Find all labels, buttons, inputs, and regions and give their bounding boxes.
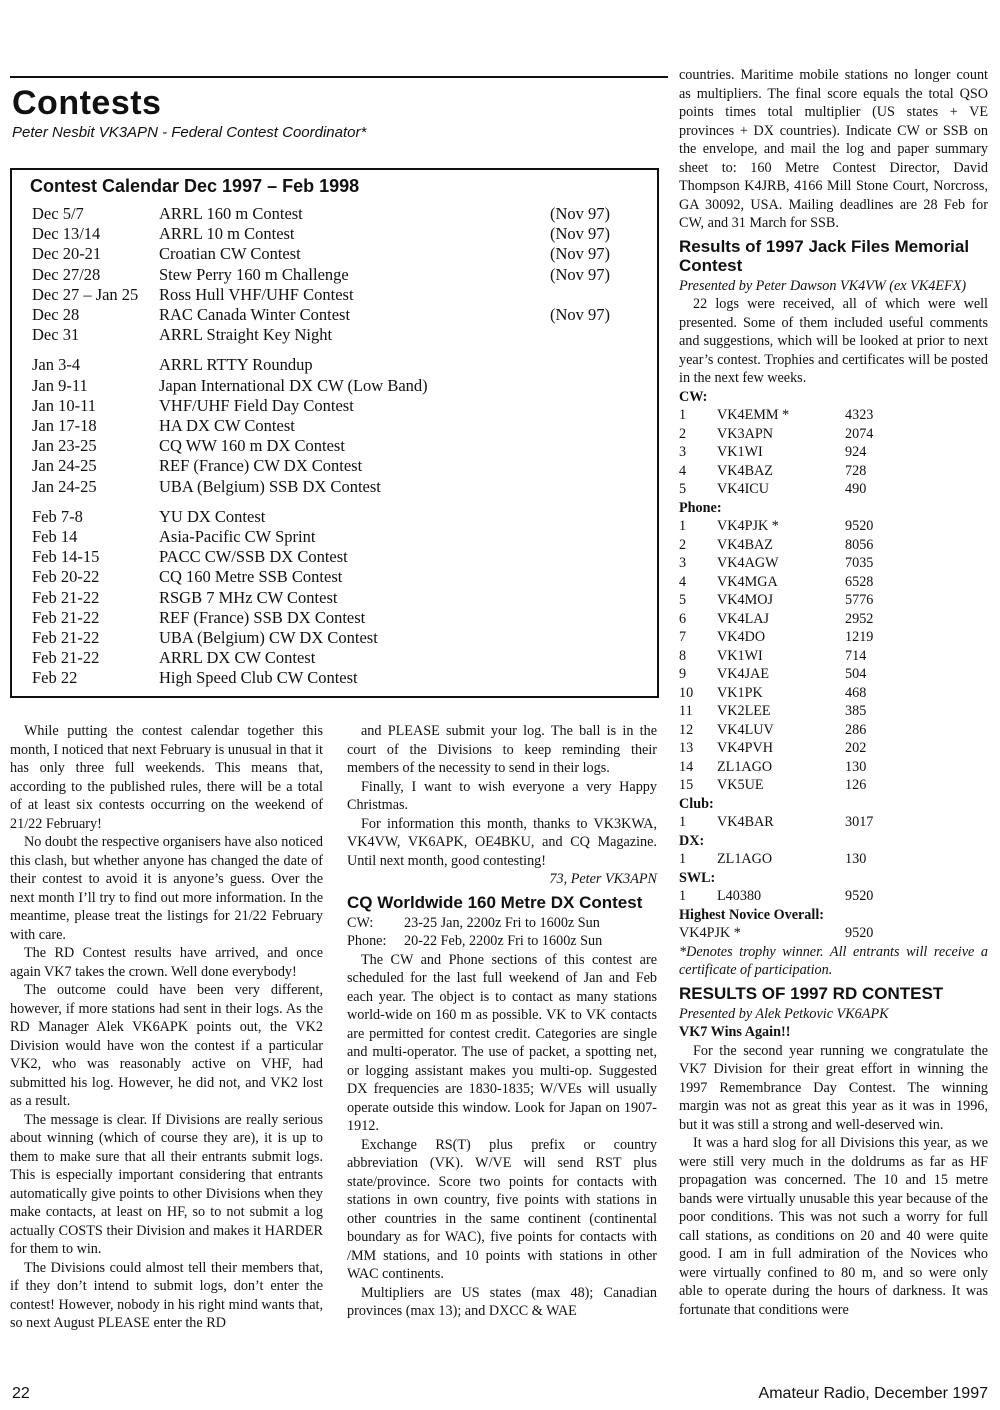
- calendar-row: [32, 456, 632, 476]
- calendar-row: [32, 305, 632, 325]
- jack-files-presenter: Presented by Peter Dawson VK4VW (ex VK4EFX): [679, 277, 967, 294]
- calendar-date: Dec 13/14: [32, 224, 101, 244]
- publication-footer: Amateur Radio, December 1997: [758, 1385, 988, 1402]
- results-row: [679, 591, 988, 610]
- calendar-date: Feb 7-8: [32, 506, 83, 526]
- calendar-row: [32, 507, 632, 527]
- calendar-contest-name: ARRL 160 m Contest: [159, 204, 303, 223]
- calendar-row: [32, 436, 632, 456]
- paragraph: No doubt the respective organisers have also noticed this clash, but whether anyone has changed the date of their contest to avoid it is anyone’s guess. Over the next month I’ll try to find out more information. In the meantime, please treat the listings for 21/22 February with care.: [10, 834, 323, 943]
- result-callsign: VK4ICU: [717, 481, 770, 497]
- calendar-row: [32, 325, 632, 345]
- cq-times: [347, 914, 657, 951]
- calendar-contest-name: Croatian CW Contest: [159, 244, 301, 264]
- result-score: 202: [845, 740, 867, 756]
- result-score: 8056: [845, 536, 874, 553]
- result-score: 504: [845, 666, 867, 682]
- results-row: [679, 758, 988, 777]
- calendar-row: [32, 376, 632, 396]
- calendar-contest-name: REF (France) CW DX Contest: [159, 456, 363, 476]
- article-column-2: [347, 722, 657, 1321]
- calendar-contest-name: YU DX Contest: [159, 506, 266, 526]
- paragraph: Finally, I want to wish everyone a very Happy Christmas.: [347, 778, 657, 813]
- page-title: Contests: [12, 84, 162, 122]
- rd-presenter: Presented by Alek Petkovic VK6APK: [679, 1005, 889, 1022]
- result-callsign: VK1PK: [717, 684, 763, 701]
- calendar-row: [32, 527, 632, 547]
- result-rank: 1: [679, 814, 687, 830]
- calendar-row: [32, 608, 632, 628]
- calendar-contest-name: Japan International DX CW (Low Band): [159, 375, 428, 395]
- jack-files-heading: Results of 1997 Jack Files Memorial Contest: [679, 236, 970, 275]
- phone-results: [679, 517, 988, 795]
- calendar-date: Feb 21-22: [32, 587, 100, 607]
- calendar-date: Dec 5/7: [32, 204, 84, 223]
- calendar-date: Feb 22: [32, 668, 78, 688]
- calendar-contest-name: REF (France) SSB DX Contest: [159, 607, 366, 627]
- rd-results-text: [679, 1042, 988, 1320]
- rd-subheading: VK7 Wins Again!!: [679, 1024, 791, 1040]
- article-column-3: [679, 66, 988, 1319]
- results-row: [679, 739, 988, 758]
- calendar-date: Jan 24-25: [32, 456, 97, 476]
- result-callsign: VK4BAR: [717, 814, 774, 830]
- result-rank: 3: [679, 555, 687, 571]
- result-callsign: VK4AGW: [717, 555, 779, 571]
- calendar-contest-name: RAC Canada Winter Contest: [159, 305, 351, 324]
- paragraph: The Divisions could almost tell their members that, if they don’t intend to submit logs, don’t enter the contest! However, nobody in his right mind wants that, so next August PLEASE enter the RD: [10, 1259, 323, 1331]
- result-rank: 1: [679, 851, 687, 867]
- calendar-contest-name: High Speed Club CW Contest: [159, 668, 358, 688]
- calendar-contest-name: RSGB 7 MHz CW Contest: [159, 587, 338, 607]
- calendar-date: Feb 14: [32, 527, 78, 546]
- result-rank: 6: [679, 610, 687, 627]
- club-results: [679, 813, 988, 832]
- result-rank: 9: [679, 666, 687, 682]
- calendar-contest-name: Ross Hull VHF/UHF Contest: [159, 284, 354, 304]
- jack-files-intro: 22 logs were received, all of which were well presented. Some of them included useful comments and suggestions, which will be looked at prior to next year’s contest. Trophies and certificates will be posted in the next few weeks.: [679, 296, 988, 386]
- calendar-contest-name: ARRL 10 m Contest: [159, 224, 295, 244]
- result-score: 130: [845, 851, 867, 867]
- paragraph: For the second year running we congratulate the VK7 Division for their great effort in winning the 1997 Remembrance Day Contest. The winning margin was not as great this year as it was in 1996, but it was still a strong and well-deserved win.: [679, 1042, 988, 1133]
- article-column-1: [10, 722, 323, 1333]
- calendar-row: [32, 224, 632, 244]
- results-row: [679, 573, 988, 592]
- result-score: 1219: [845, 629, 874, 645]
- result-score: 924: [845, 444, 867, 460]
- cq-continued-text: countries. Maritime mobile stations no longer count as multipliers. The final score equals the total QSO points times total multiplier (US states + VE provinces + DX countries). Indicate CW or SSB on the envelope, and mail the log and paper summary sheet to: 160 Metre Contest Director, David Thompson K4JRB, 4166 Mill Stone Court, Norcross, GA 30092, USA. Mailing deadlines are 28 Feb for CW, and 31 March for SSB.: [679, 67, 988, 231]
- column-2-intro: [347, 722, 657, 870]
- result-callsign: VK4PJK *: [717, 518, 779, 534]
- paragraph: The outcome could have been very different, however, if more stations had sent in their logs. As the RD Manager Alek VK6APK points out, the VK2 Division would have won the contest if a particular VK2, who was reasonably active on VHF, had submitted his log. However, he did not, and VK2 lost as a result.: [10, 982, 323, 1109]
- result-score: 728: [845, 462, 867, 479]
- signoff: 73, Peter VK3APN: [549, 871, 657, 887]
- result-rank: 8: [679, 647, 687, 664]
- calendar-reference: (Nov 97): [550, 264, 611, 284]
- calendar-date: Jan 17-18: [32, 416, 97, 435]
- trophy-footnote: *Denotes trophy winner. All entrants will receive a certificate of participation.: [679, 943, 988, 978]
- calendar-date: Jan 23-25: [32, 436, 97, 456]
- calendar-date: Feb 14-15: [32, 547, 100, 567]
- calendar-row: [32, 244, 632, 264]
- result-rank: 7: [679, 629, 687, 645]
- result-callsign: VK4BAZ: [717, 462, 773, 479]
- result-callsign: VK4DO: [717, 629, 766, 645]
- results-row: [679, 776, 988, 795]
- result-callsign: VK4MGA: [717, 573, 778, 590]
- result-callsign: VK1WI: [717, 647, 763, 664]
- calendar-row: [32, 204, 632, 224]
- result-rank: 11: [679, 703, 693, 719]
- cq-rules-text: [347, 951, 657, 1321]
- result-rank: 10: [679, 684, 694, 701]
- calendar-reference: (Nov 97): [550, 224, 611, 244]
- results-row: [679, 721, 988, 740]
- result-rank: 5: [679, 481, 687, 497]
- result-rank: 3: [679, 444, 687, 460]
- result-score: 7035: [845, 555, 874, 571]
- result-score: 286: [845, 721, 867, 738]
- result-callsign: VK1WI: [717, 444, 763, 460]
- paragraph: and PLEASE submit your log. The ball is in the court of the Divisions to keep reminding their members of the necessity to send in their logs.: [347, 723, 657, 776]
- paragraph: Multipliers are US states (max 48); Canadian provinces (max 13); and DXCC & WAE: [347, 1284, 657, 1319]
- calendar-row: [32, 648, 632, 668]
- swl-results: [679, 887, 988, 906]
- calendar-row: [32, 567, 632, 587]
- paragraph: While putting the contest calendar together this month, I noticed that next February is unusual in that it has only three full weekends. This means that, according to the published rules, there will be a total of at least six contests occurring on the weekend of 21/22 February!: [10, 723, 323, 832]
- time-value: 23-25 Jan, 2200z Fri to 1600z Sun: [404, 914, 600, 931]
- calendar-date: Dec 27/28: [32, 264, 101, 284]
- byline: Peter Nesbit VK3APN - Federal Contest Coordinator*: [12, 124, 367, 141]
- calendar-contest-name: CQ 160 Metre SSB Contest: [159, 567, 343, 587]
- result-score: 126: [845, 777, 867, 793]
- calendar-date: Feb 20-22: [32, 567, 100, 587]
- result-rank: 4: [679, 573, 687, 590]
- result-callsign: VK4LAJ: [717, 610, 770, 627]
- time-value: 20-22 Feb, 2200z Fri to 1600z Sun: [404, 933, 603, 949]
- calendar-date: Jan 10-11: [32, 395, 97, 415]
- calendar-date: Jan 3-4: [32, 355, 81, 375]
- result-score: 2074: [845, 425, 874, 442]
- novice-row: [679, 924, 988, 943]
- cw-results: [679, 406, 988, 499]
- paragraph: The RD Contest results have arrived, and once again VK7 takes the crown. Well done everybody!: [10, 945, 323, 980]
- results-row: [679, 628, 988, 647]
- calendar-contest-name: Stew Perry 160 m Challenge: [159, 264, 349, 284]
- calendar-contest-name: ARRL Straight Key Night: [159, 325, 333, 345]
- calendar-title: Contest Calendar Dec 1997 – Feb 1998: [30, 176, 360, 196]
- results-row: [679, 702, 988, 721]
- paragraph: The message is clear. If Divisions are really serious about winning (which of course they are), it is up to them to make sure that all their entrants submit logs. This is especially important considering that entrants automatically give points to other Divisions when they make contacts, at least on HF, so to not submit a log actually COSTS their Division and makes it HARDER for them to win.: [10, 1111, 323, 1257]
- result-rank: 2: [679, 536, 687, 553]
- result-score: 490: [845, 481, 867, 497]
- calendar-date: Dec 28: [32, 305, 80, 324]
- calendar-date: Jan 9-11: [32, 375, 88, 395]
- swl-label: SWL:: [679, 869, 716, 886]
- contest-time-row: [347, 932, 657, 951]
- calendar-reference: (Nov 97): [550, 204, 611, 223]
- calendar-contest-name: CQ WW 160 m DX Contest: [159, 436, 345, 456]
- result-score: 130: [845, 758, 867, 775]
- result-callsign: VK4EMM *: [717, 407, 790, 423]
- time-mode: CW:: [347, 914, 374, 931]
- result-rank: 15: [679, 777, 694, 793]
- results-row: [679, 480, 988, 499]
- results-row: [679, 462, 988, 481]
- result-callsign: ZL1AGO: [717, 758, 773, 775]
- result-rank: 4: [679, 462, 687, 479]
- calendar-row: [32, 265, 632, 285]
- rd-heading: RESULTS OF 1997 RD CONTEST: [679, 983, 944, 1003]
- calendar-row: [32, 416, 632, 436]
- novice-score: 9520: [845, 925, 874, 941]
- result-score: 9520: [845, 518, 874, 534]
- result-rank: 12: [679, 721, 694, 738]
- results-row: [679, 536, 988, 555]
- header-rule: [10, 76, 668, 78]
- calendar-date: Feb 21-22: [32, 648, 100, 668]
- calendar-row: [32, 668, 632, 688]
- paragraph: The CW and Phone sections of this contest are scheduled for the last full weekend of Jan and Feb each year. The object is to contact as many stations world-wide on 160 m as possible. VK to VK contacts are permitted for contest credit. Categories are single and multi-operator. The use of packet, a spotting net, or logging assistant makes you multi-op. Suggested DX frequencies are 1830-1835; W/VEs will usually operate outside this window. Look for Japan on 1907-1912.: [347, 951, 657, 1134]
- result-callsign: ZL1AGO: [717, 851, 773, 867]
- paragraph: Exchange RS(T) plus prefix or country abbreviation (VK). W/VE will send RST plus state/province. Score two points for contacts with stations in own country, five points with stations in other countries in the same continent (continental boundary as for WAC), five points for contacts with /MM stations, and 10 points with stations in other WAC continents.: [347, 1136, 657, 1282]
- calendar-contest-name: Asia-Pacific CW Sprint: [159, 527, 316, 546]
- calendar-row: [32, 588, 632, 608]
- result-rank: 2: [679, 425, 687, 442]
- result-callsign: VK4LUV: [717, 721, 774, 738]
- calendar-contest-name: HA DX CW Contest: [159, 416, 295, 435]
- result-callsign: VK4JAE: [717, 666, 770, 682]
- results-row: [679, 665, 988, 684]
- time-mode: Phone:: [347, 933, 387, 949]
- result-callsign: VK4BAZ: [717, 536, 773, 553]
- calendar-date: Dec 27 – Jan 25: [32, 284, 139, 304]
- calendar-row: [32, 477, 632, 497]
- result-callsign: VK3APN: [717, 425, 773, 442]
- result-rank: 5: [679, 592, 687, 608]
- contest-time-row: [347, 914, 657, 933]
- result-score: 6528: [845, 573, 874, 590]
- results-row: [679, 610, 988, 629]
- result-callsign: L40380: [717, 888, 762, 904]
- result-score: 3017: [845, 814, 874, 830]
- phone-label: Phone:: [679, 499, 722, 516]
- result-rank: 14: [679, 758, 694, 775]
- calendar-contest-name: UBA (Belgium) CW DX Contest: [159, 628, 378, 647]
- calendar-reference: (Nov 97): [550, 305, 611, 324]
- result-score: 9520: [845, 888, 874, 904]
- calendar-row: [32, 285, 632, 305]
- result-callsign: VK5UE: [717, 777, 764, 793]
- result-score: 5776: [845, 592, 874, 608]
- calendar-row: [32, 628, 632, 648]
- result-score: 385: [845, 703, 867, 719]
- result-score: 714: [845, 647, 867, 664]
- calendar-date: Feb 21-22: [32, 607, 100, 627]
- result-score: 2952: [845, 610, 874, 627]
- paragraph: It was a hard slog for all Divisions this year, as we were still very much in the doldrums as far as HF propagation was concerned. The 10 and 15 metre bands were virtually unusable this year because of the poor conditions. This was not such a worry for full call stations, as conditions on 20 and 40 were quite good. I am in full admiration of the Novices who were virtually confined to 80 m, and so were only able to operate during the hours of darkness. It was fortunate that conditions were: [679, 1135, 988, 1318]
- results-row: [679, 406, 988, 425]
- result-callsign: VK2LEE: [717, 703, 771, 719]
- results-row: [679, 554, 988, 573]
- calendar-reference: (Nov 97): [550, 244, 611, 264]
- results-row: [679, 813, 988, 832]
- results-row: [679, 425, 988, 444]
- club-label: Club:: [679, 795, 714, 812]
- calendar-contest-name: ARRL DX CW Contest: [159, 648, 316, 668]
- cq-160-heading: CQ Worldwide 160 Metre DX Contest: [347, 892, 643, 912]
- calendar-row: [32, 355, 632, 375]
- results-row: [679, 850, 988, 869]
- calendar-date: Dec 31: [32, 325, 80, 345]
- page-number: 22: [12, 1385, 30, 1402]
- results-row: [679, 517, 988, 536]
- result-rank: 1: [679, 407, 687, 423]
- result-callsign: VK4PVH: [717, 740, 773, 756]
- results-row: [679, 684, 988, 703]
- results-row: [679, 443, 988, 462]
- calendar-row: [32, 547, 632, 567]
- result-callsign: VK4MOJ: [717, 592, 773, 608]
- calendar-date: Feb 21-22: [32, 628, 100, 647]
- result-rank: 1: [679, 518, 687, 534]
- paragraph: For information this month, thanks to VK3KWA, VK4VW, VK6APK, OE4BKU, and CQ Magazine. Until next month, good contesting!: [347, 815, 657, 869]
- result-score: 468: [845, 684, 867, 701]
- dx-label: DX:: [679, 832, 705, 849]
- result-rank: 13: [679, 740, 694, 756]
- calendar-date: Dec 20-21: [32, 244, 102, 264]
- results-row: [679, 647, 988, 666]
- novice-call: VK4PJK *: [679, 925, 741, 941]
- calendar-contest-name: VHF/UHF Field Day Contest: [159, 395, 354, 415]
- results-row: [679, 887, 988, 906]
- calendar-date: Jan 24-25: [32, 476, 97, 496]
- dx-results: [679, 850, 988, 869]
- result-rank: 1: [679, 888, 687, 904]
- cw-label: CW:: [679, 388, 708, 405]
- calendar-row: [32, 396, 632, 416]
- contest-calendar-box: [10, 168, 659, 698]
- calendar-contest-name: UBA (Belgium) SSB DX Contest: [159, 476, 381, 496]
- calendar-contest-name: ARRL RTTY Roundup: [159, 355, 313, 375]
- result-score: 4323: [845, 407, 874, 423]
- calendar-contest-name: PACC CW/SSB DX Contest: [159, 547, 348, 567]
- novice-label: Highest Novice Overall:: [679, 906, 824, 923]
